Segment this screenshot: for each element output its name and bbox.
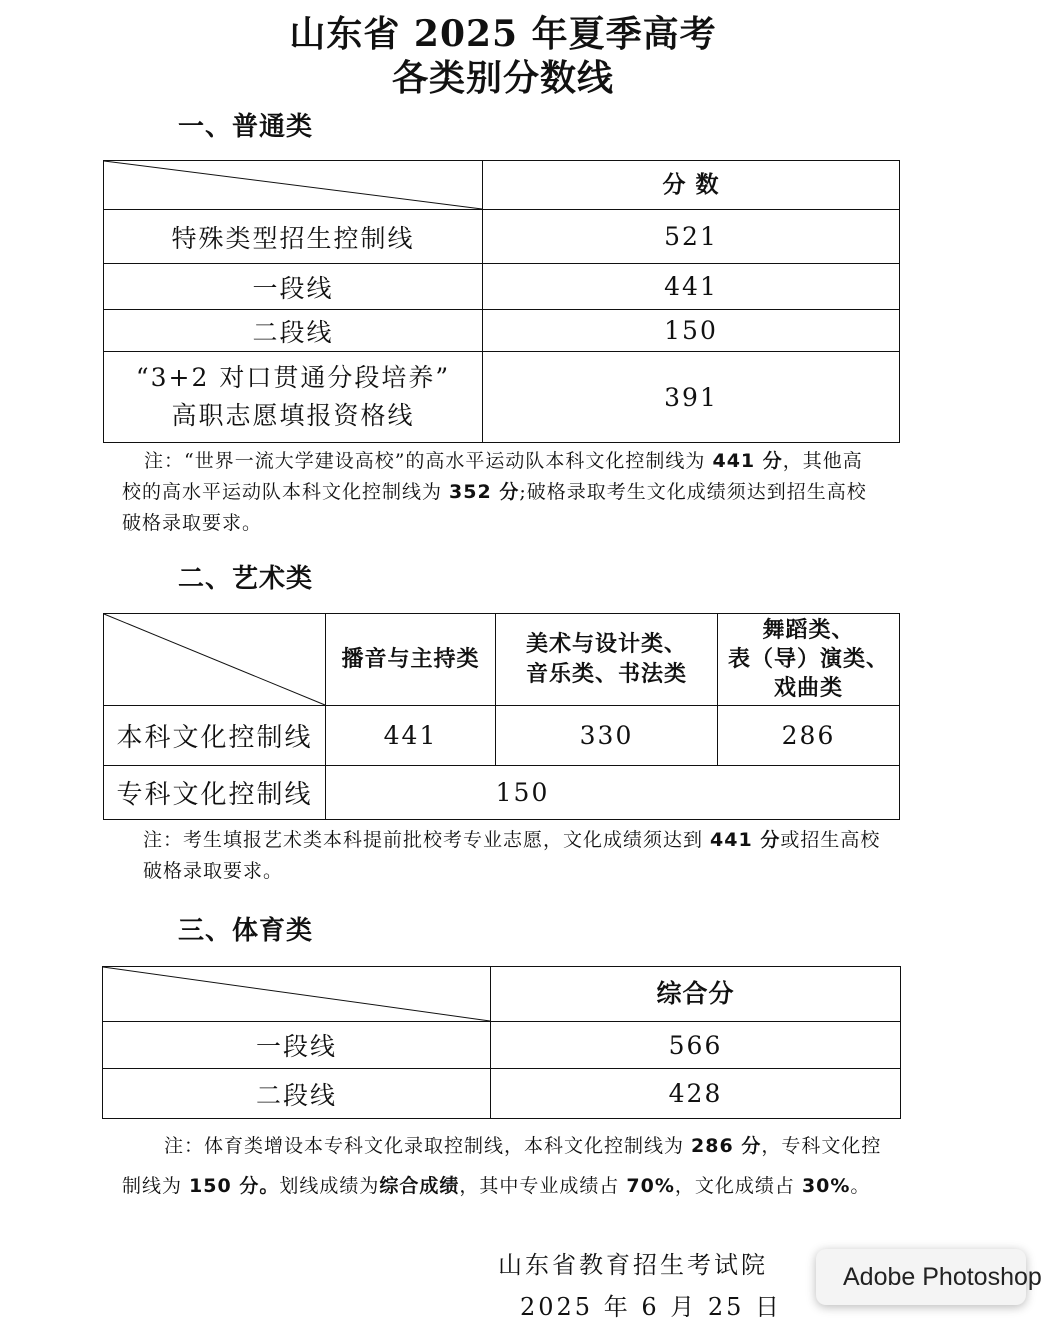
- composite-score-header: 综合分: [491, 967, 901, 1022]
- note-text: 或招生高校破格录取要求。: [143, 829, 881, 882]
- arts-header-dance: [718, 614, 900, 706]
- row-label: 一段线: [103, 1022, 491, 1069]
- note-bold: 综合成绩: [379, 1175, 460, 1197]
- row-value: 441: [483, 264, 900, 310]
- header-line: 舞蹈类、: [762, 618, 855, 643]
- issuer-name: 山东省教育招生考试院: [498, 1251, 768, 1279]
- note-text: ，专科文化控制线为: [122, 1135, 882, 1197]
- header-line: 戏曲类: [773, 676, 843, 701]
- header-line: 播音与主持类: [341, 646, 480, 672]
- arts-header-fine-arts: [496, 614, 718, 706]
- row-label-line: “3+2 对口贯通分段培养”: [135, 363, 451, 392]
- note-general: [122, 446, 882, 539]
- sports-score-table: [102, 966, 901, 1119]
- row-label: 二段线: [103, 1069, 491, 1119]
- note-text: 注：“世界一流大学建设高校”的高水平运动队本科文化控制线为: [144, 450, 713, 472]
- diagonal-header-cell: [104, 614, 326, 706]
- row-value: 391: [483, 352, 900, 443]
- diagonal-header-cell: [104, 161, 483, 210]
- row-label: 二段线: [104, 310, 483, 352]
- row-label: 特殊类型招生控制线: [104, 210, 483, 264]
- issue-date: 2025 年 6 月 25 日: [520, 1293, 783, 1321]
- arts-header-broadcasting: [326, 614, 496, 706]
- section-heading-sports: 三、体育类: [178, 916, 314, 946]
- row-label: 专科文化控制线: [104, 766, 326, 820]
- note-text: 划线成绩为: [279, 1175, 380, 1197]
- score-column-header: 分 数: [483, 161, 900, 210]
- diagonal-header-cell: [103, 967, 491, 1022]
- app-switcher-popup[interactable]: [816, 1249, 1042, 1305]
- note-bold: 441 分: [712, 450, 783, 472]
- row-label: 本科文化控制线: [104, 706, 326, 766]
- header-line: 表（导）演类、: [727, 647, 889, 672]
- note-text: 注：体育类增设本专科文化录取控制线，本科文化控制线为: [164, 1135, 692, 1157]
- row-value: 521: [483, 210, 900, 264]
- row-value: 330: [496, 706, 718, 766]
- header-line: 音乐类、书法类: [525, 661, 687, 687]
- general-score-table: [103, 160, 900, 443]
- note-text: ，文化成绩占: [674, 1175, 802, 1197]
- note-bold: 286 分: [691, 1135, 762, 1157]
- note-text: 注：考生填报艺术类本科提前批校考专业志愿，文化成绩须达到: [143, 829, 711, 851]
- app-name-label: Adobe Photoshop: [843, 1263, 1042, 1291]
- note-bold: 352 分: [449, 481, 520, 503]
- row-value: 428: [491, 1069, 901, 1119]
- note-text: ;破格录取考生文化成绩须达到招生高校破格录取要求。: [122, 481, 867, 534]
- row-value: 150: [495, 778, 550, 807]
- row-value-merged: [326, 766, 900, 820]
- note-text: ，其他高校的高水平运动队本科文化控制线为: [122, 450, 863, 503]
- row-value: 286: [718, 706, 900, 766]
- row-value: 566: [491, 1022, 901, 1069]
- note-bold: 30%: [801, 1175, 851, 1197]
- note-sports: [122, 1126, 884, 1206]
- section-heading-general: 一、普通类: [178, 112, 314, 142]
- page-title: 山东省 2025 年夏季高考: [289, 13, 717, 55]
- note-bold: 150 分。: [189, 1175, 280, 1197]
- note-bold: 70%: [626, 1175, 675, 1197]
- row-label-line: 高职志愿填报资格线: [171, 401, 415, 430]
- page-subtitle: 各类别分数线: [391, 57, 614, 99]
- row-value: 441: [326, 706, 496, 766]
- header-line: 美术与设计类、: [525, 631, 687, 657]
- note-bold: 441 分: [710, 829, 781, 851]
- row-value: 150: [483, 310, 900, 352]
- note-arts: [143, 825, 888, 887]
- section-heading-arts: 二、艺术类: [178, 564, 314, 594]
- arts-score-table: [103, 613, 900, 820]
- row-label: 一段线: [104, 264, 483, 310]
- note-text: ，其中专业成绩占: [459, 1175, 627, 1197]
- row-label-multiline: [104, 352, 483, 443]
- note-text: 。: [850, 1175, 871, 1197]
